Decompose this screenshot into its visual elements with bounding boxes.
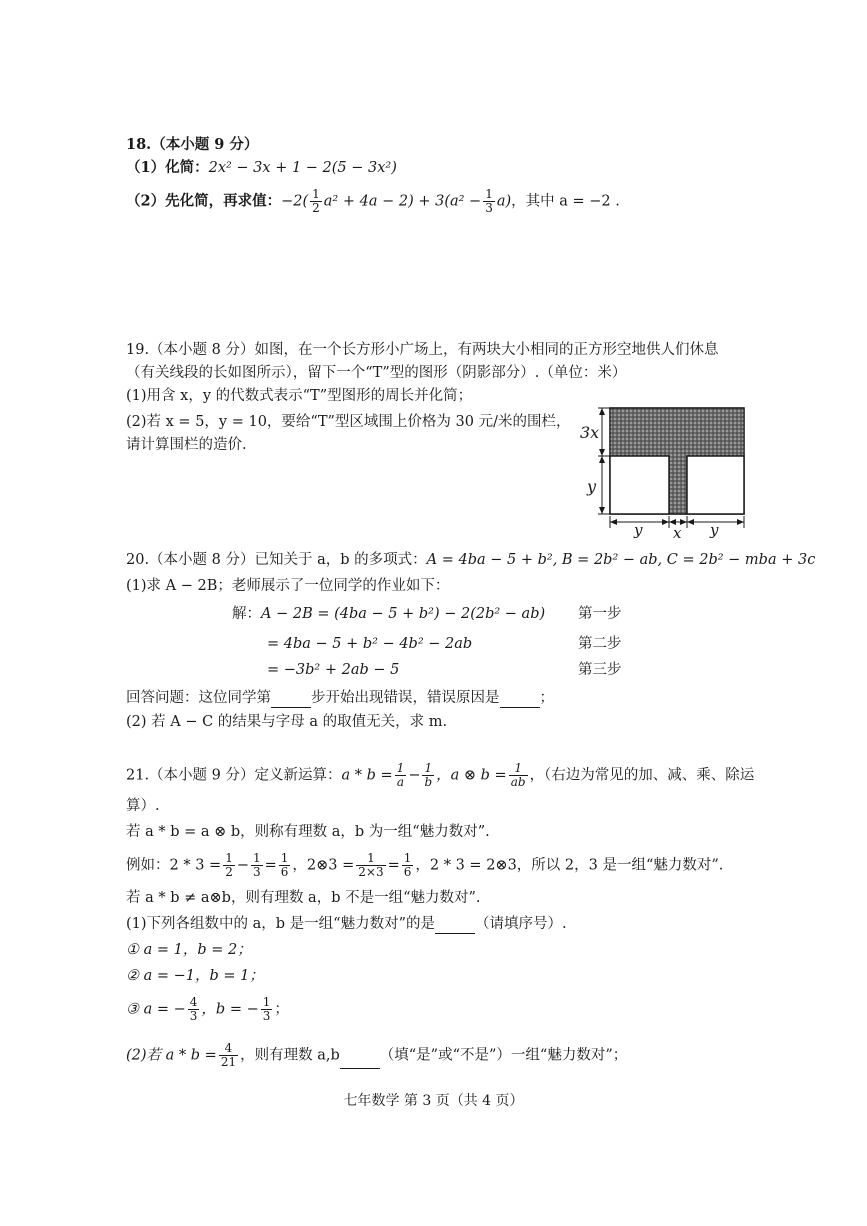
q18-part1-label: （1）化简：: [126, 159, 209, 176]
q21-part1-blank[interactable]: [435, 919, 475, 934]
q18-fraction-1: $\frac{1}{2}$: [312, 187, 320, 215]
ex-frac-3: $\frac{1}{6}$: [280, 851, 289, 879]
q19-part2: (2)若 x = 5，y = 10，要给“T”型区域围上价格为 30 元/米的围栏，: [126, 414, 571, 430]
q21-def-star: a * b =: [341, 767, 393, 784]
q21-part1: [126, 914, 567, 934]
q21-frac-1b: $\frac{1}{b}$: [424, 761, 433, 789]
q21-intro: 21.（本小题 9 分）定义新运算：: [126, 767, 342, 784]
q20-intro: 20.（本小题 8 分）已知关于 a，b 的多项式：: [126, 552, 427, 568]
q21-line5: 若 a * b ≠ a⊗b，则有理数 a，b 不是一组“魅力数对”.: [126, 890, 481, 906]
ex-a: 例如：2 * 3 =: [126, 857, 222, 874]
q21-line2: 算）.: [126, 798, 160, 814]
opt3-b: ，b = −: [201, 1001, 259, 1018]
step-label-2: 第二步: [578, 636, 622, 652]
ex-eq2: =: [387, 857, 400, 874]
q18-part2: [126, 188, 620, 215]
q20-answer-line: [126, 688, 554, 708]
ex-b: ，2⊗3 =: [292, 857, 355, 874]
label-y-bottom-left: y: [634, 521, 643, 538]
answer-text-b: 步开始出现错误，错误原因是: [311, 690, 500, 706]
q18-title: 18.（本小题 9 分）: [126, 136, 259, 153]
q21-p2-a: (2)若 a * b =: [126, 1047, 217, 1064]
label-3x: 3x: [580, 423, 600, 442]
q21-frac-1ab: $\frac{1}{ab}$: [510, 761, 526, 789]
label-x-bottom: x: [673, 524, 682, 538]
right-square: [687, 456, 744, 514]
q21-line1: [126, 762, 754, 789]
option-1: ① a = 1，b = 2；: [126, 942, 252, 958]
ex-c: ，2 * 3 = 2⊗3，所以 2，3 是一组“魅力数对”.: [415, 857, 724, 874]
q20-part1: (1)求 A − 2B；老师展示了一位同学的作业如下：: [126, 578, 450, 594]
ex-frac-4: $\frac{1}{2\times 3}$: [358, 851, 384, 879]
q18-fraction-2: $\frac{1}{3}$: [485, 187, 493, 215]
step-label-1: 第一步: [578, 606, 622, 622]
q21-frac-1a: $\frac{1}{a}$: [396, 761, 405, 789]
left-square: [610, 456, 669, 514]
q21-line3: 若 a * b = a ⊗ b，则称有理数 a，b 为一组“魅力数对”.: [126, 824, 490, 840]
q21-def-note: ，（右边为常见的加、减、乘、除运: [529, 767, 755, 784]
ex-minus: −: [236, 857, 249, 874]
q18-part2-label: （2）先化简，再求值：: [126, 192, 282, 210]
q18-part2-expr-a: −2(: [281, 193, 309, 210]
q21-part2: [126, 1042, 627, 1069]
q21-p2-frac: $\frac{4}{21}$: [220, 1041, 237, 1069]
opt3-frac-1: $\frac{4}{3}$: [189, 995, 198, 1023]
q21-part2-blank[interactable]: [340, 1054, 380, 1069]
q19-part1: (1)用含 x，y 的代数式表示“T”型图形的周长并化简；: [126, 388, 473, 404]
t-shape-figure: [578, 398, 753, 538]
q21-def-otimes: ，a ⊗ b =: [436, 767, 507, 784]
q20-polynomials: A = 4ba − 5 + b², B = 2b² − ab, C = 2b² − mba + 3c: [426, 552, 816, 568]
option-3: [126, 996, 289, 1023]
q18-part1-expression: 2x² − 3x + 1 − 2(5 − 3x²): [208, 160, 397, 176]
q21-minus: −: [408, 767, 421, 784]
q21-example: [126, 852, 723, 879]
q21-p2-b: ，则有理数 a,b: [240, 1047, 340, 1064]
q18-part1: [126, 158, 397, 178]
label-y-bottom-right: y: [710, 521, 719, 538]
solution-step3: = −3b² + 2ab − 5: [267, 662, 400, 678]
q20-part2: (2) 若 A − C 的结果与字母 a 的取值无关，求 m.: [126, 714, 448, 730]
reason-blank[interactable]: [500, 693, 540, 708]
ex-frac-2: $\frac{1}{3}$: [252, 851, 261, 879]
opt3-frac-2: $\frac{1}{3}$: [262, 995, 271, 1023]
ex-eq: =: [264, 857, 277, 874]
q19-line2: （有关线段的长如图所示），留下一个“T”型的图形（阴影部分）.（单位：米）: [126, 365, 627, 381]
step-blank[interactable]: [271, 693, 311, 708]
q18-part2-condition: ，其中 a = −2 .: [511, 193, 620, 210]
q19-part2-cont: 请计算围栏的造价.: [126, 437, 247, 453]
q18-part2-expr-b: a² + 4a − 2) + 3(a² −: [323, 193, 482, 210]
q19-line1: 19.（本小题 8 分）如图，在一个长方形小广场上，有两块大小相同的正方形空地供人们休息: [126, 342, 719, 358]
solution-prefix: 解：: [232, 606, 261, 622]
solution-step2: = 4ba − 5 + b² − 4b² − 2ab: [267, 636, 473, 652]
option-2: ② a = −1，b = 1；: [126, 968, 264, 984]
q18-part2-expr-c: a): [496, 193, 512, 210]
opt3-a: ③ a = −: [126, 1001, 186, 1018]
q21-p2-c: （填“是”或“不是”）一组“魅力数对”；: [379, 1047, 628, 1064]
q20-solution-line1: [232, 604, 545, 624]
ex-frac-1: $\frac{1}{2}$: [225, 851, 233, 879]
q21-part1-hint: （请填序号）.: [475, 916, 567, 932]
answer-text-c: ；: [539, 690, 554, 706]
opt3-c: ；: [274, 1001, 289, 1018]
solution-step1: A − 2B = (4ba − 5 + b²) − 2(2b² − ab): [261, 606, 546, 622]
q21-part1-text: (1)下列各组数中的 a，b 是一组“魅力数对”的是: [126, 916, 436, 932]
ex-frac-5: $\frac{1}{6}$: [403, 851, 412, 879]
answer-text-a: 回答问题：这位同学第: [126, 690, 271, 706]
label-y-left: y: [587, 477, 597, 496]
step-label-3: 第三步: [578, 662, 622, 678]
page-footer: 七年数学 第 3 页（共 4 页）: [343, 1093, 524, 1109]
q20-line1: [126, 550, 815, 570]
